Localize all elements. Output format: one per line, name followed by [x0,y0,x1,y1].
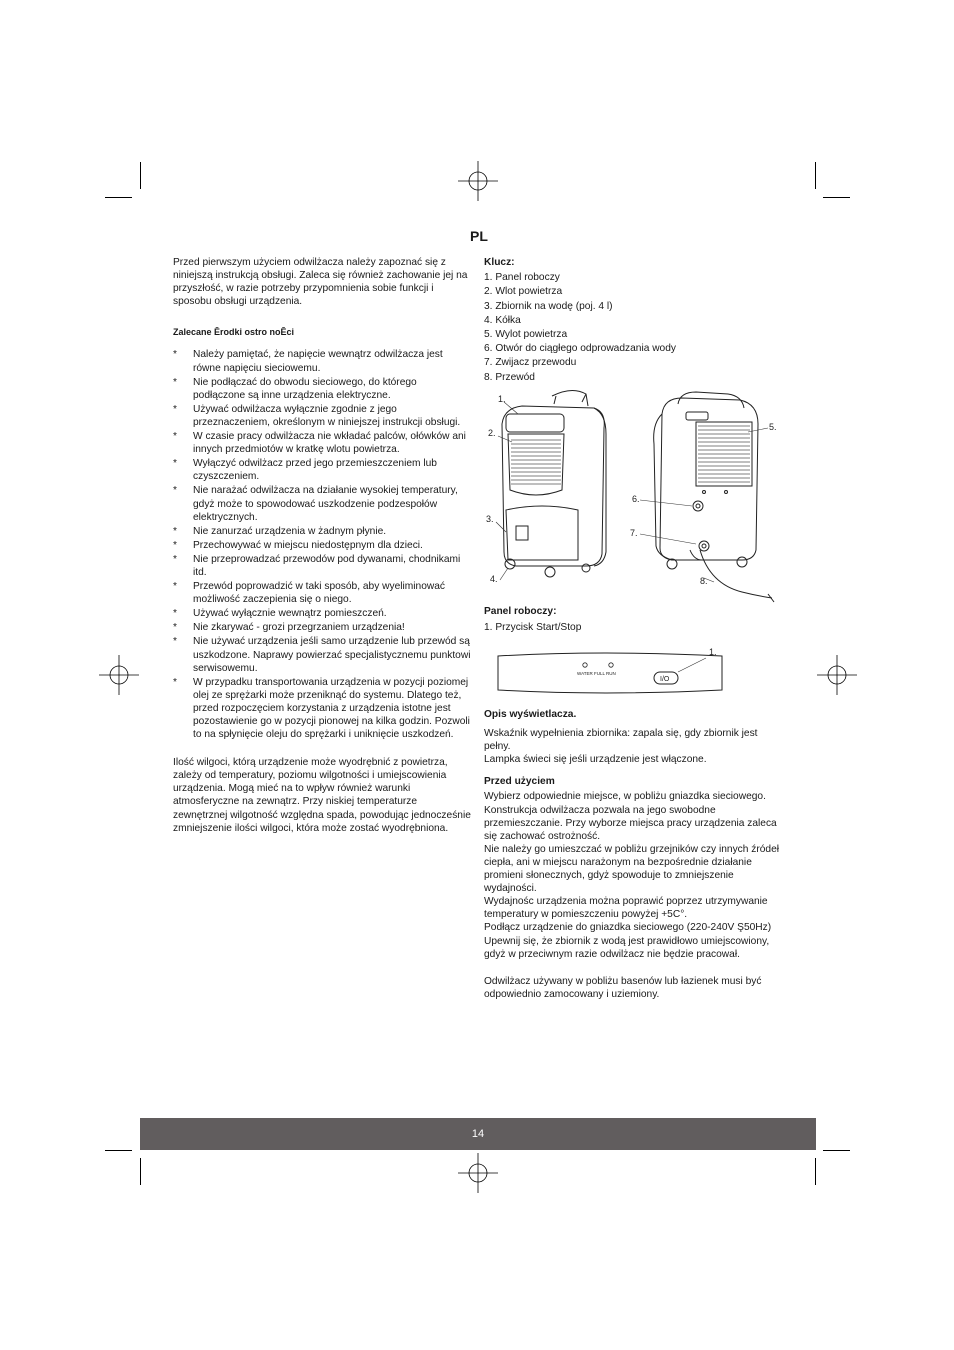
list-item: * Używać wyłącznie wewnątrz pomieszczeń. [173,608,387,620]
right-column [484,256,782,385]
list-item: * W przypadku transportowania urządzenia w pozycji poziomej olej ze sprężarki może przeniknąć do systemu. Dlatego też, przed rozpoczęciem korzystania z urządzenia istotne jest pozostawienie go w pozycji pionowej na kilka godzin. Pozwoli to na spłynięcie oleju do sprężarki i uniknięcie uszkodzeń. [173,676,470,741]
before-use-heading: Przed użyciem [484,776,555,788]
figure-label-8: 8. [700,576,708,586]
list-item: * Należy pamiętać, że napięcie wewnątrz odwilżacza jest równe napięciu sieciowemu. [173,349,443,374]
figure-label-5: 5. [769,422,777,432]
crop-mark [823,1150,850,1151]
list-item: 3. Zbiornik na wodę (poj. 4 l) [484,300,613,312]
list-item: 7. Zwijacz przewodu [484,357,577,369]
list-item: * Nie przeprowadzać przewodów pod dywanami, chodnikami itd. [173,553,461,578]
water-full-label: WATER FULL [577,671,606,676]
footer-bar [140,1118,816,1150]
key-list [484,271,782,385]
list-item: * Wyłączyć odwilżacz przed jego przemieszczeniem lub czyszczeniem. [173,458,437,483]
registration-mark-icon [98,654,140,696]
key-heading: Klucz: [484,257,515,268]
crop-mark [815,162,816,189]
list-item: * Używać odwilżacza wyłącznie zgodnie z jego przeznaczeniem, określonym w niniejszej instrukcji obsługi. [173,403,461,428]
safety-list [173,348,471,741]
crop-mark [815,1158,816,1185]
safety-heading: Zalecane Ērodki ostro noĒci [173,327,295,338]
control-panel-figure [492,644,728,700]
figure-label-1: 1. [498,394,506,404]
intro-paragraph: Przed pierwszym użyciem odwilżacza należy zapoznać się z niniejszą instrukcją obsługi. Zaleca się również zachowanie jej na przyszłość, w razie potrzeby przypomnienia sobie funkcji i sposobu obsługi urządzenia. [173,257,468,308]
figure-label-4: 4. [490,574,498,584]
right-lower-section [484,708,782,1001]
left-column [173,256,471,835]
humidity-paragraph: Ilość wilgoci, którą urządzenie może wyodrębnić z powietrza, zależy od temperatury, poziomu wilgotności i umiejscowienia urządzenia. Mogą mieć na to wpływ również warunki atmosferyczne na zewnątrz. Przy niskiej temperaturze zewnętrznej wilgotność względna spada, powodując jednocześnie zmniejszenie ilości wilgoci, która może zostać wyodrębniona. [173,757,471,834]
list-item: * Nie podłączać do obwodu sieciowego, do którego podłączone są inne urządzenia elektryczne. [173,376,417,401]
list-item: 2. Wlot powietrza [484,286,563,298]
crop-mark [105,1150,132,1151]
pool-note: Odwilżacz używany w pobliżu basenów lub łazienek musi być odpowiednio zamocowany i uziemiony. [484,975,762,1000]
display-line: Wskaźnik wypełnienia zbiornika: zapala się, gdy zbiornik jest pełny. [484,728,758,753]
list-item: * Nie narażać odwilżacza na działanie wysokiej temperatury, gdyż może to spowodować uszkodzenie podzespołów elektrycznych. [173,485,458,523]
list-item: 1. Panel roboczy [484,272,560,284]
before-use-line: Wydajnośc urządzenia można poprawić poprzez utrzymywanie temperatury w pomieszczeniu powyżej +5C°. [484,896,768,921]
figure-label-6: 6. [632,494,640,504]
list-item: * Przewód poprowadzić w taki sposób, aby wyeliminować możliwość zaczepienia się o niego. [173,581,445,606]
dehumidifier-figure [482,384,782,604]
registration-mark-icon [457,160,499,202]
figure-label-7: 7. [630,528,638,538]
panel-item: 1. Przycisk Start/Stop [484,622,582,634]
crop-mark [140,1158,141,1185]
run-label: RUN [606,671,616,676]
list-item: * Nie zkarywać - grozi przegrzaniem urządzenia! [173,622,405,634]
start-stop-button-label: I/O [660,676,670,683]
panel-section [484,605,782,634]
crop-mark [105,197,132,198]
crop-mark [140,162,141,189]
list-item: * W czasie pracy odwilżacza nie wkładać palców, ołówków ani innych przedmiotów w kratkę wlotu powietrza. [173,431,466,456]
list-item: * Nie używać urządzenia jeśli samo urządzenie lub przewód są uszkodzone. Naprawy powierzać specjalistycznemu punktowi serwisowemu. [173,636,471,674]
display-heading: Opis wyświetlacza. [484,709,577,720]
figure-label-2: 2. [488,428,496,438]
panel-figure-label: 1. [709,647,717,657]
list-item: 4. Kółka [484,314,521,326]
language-code: PL [470,228,488,244]
before-use-line: Nie należy go umieszczać w pobliżu grzejników czy innych źródeł ciepła, ani w miejscu narażonym na bezpośrednie działanie promieni słonecznych, gdyż spowoduje to zmniejszenie wydajności. [484,843,779,895]
list-item: * Przechowywać w miejscu niedostępnym dla dzieci. [173,539,423,551]
list-item: 5. Wylot powietrza [484,328,568,340]
list-item: 6. Otwór do ciągłego odprowadzania wody [484,343,676,355]
crop-mark [823,197,850,198]
list-item: 8. Przewód [484,371,535,383]
before-use-line: Podłącz urządzenie do gniazdka sieciowego (220-240V Ş50Hz) [484,922,772,934]
before-use-line: Upewnij się, że zbiornik z wodą jest prawidłowo umiejscowiony, gdyż w przeciwnym razie odwilżacz nie będzie pracował. [484,935,770,960]
display-line: Lampka świeci się jeśli urządzenie jest włączone. [484,754,707,766]
registration-mark-icon [816,654,858,696]
before-use-line: Wybierz odpowiednie miejsce, w pobliżu gniazdka sieciowego. [484,791,766,803]
figure-label-3: 3. [486,514,494,524]
before-use-line: Konstrukcja odwilżacza pozwala na jego swobodne przemieszczanie. Przy wyborze miejsca pracy urządzenia zaleca się zachować ostrożność. [484,804,777,842]
registration-mark-icon [457,1152,499,1194]
page-number: 14 [471,1128,485,1140]
panel-heading: Panel roboczy: [484,606,557,617]
list-item: * Nie zanurzać urządzenia w żadnym płynie. [173,525,387,537]
